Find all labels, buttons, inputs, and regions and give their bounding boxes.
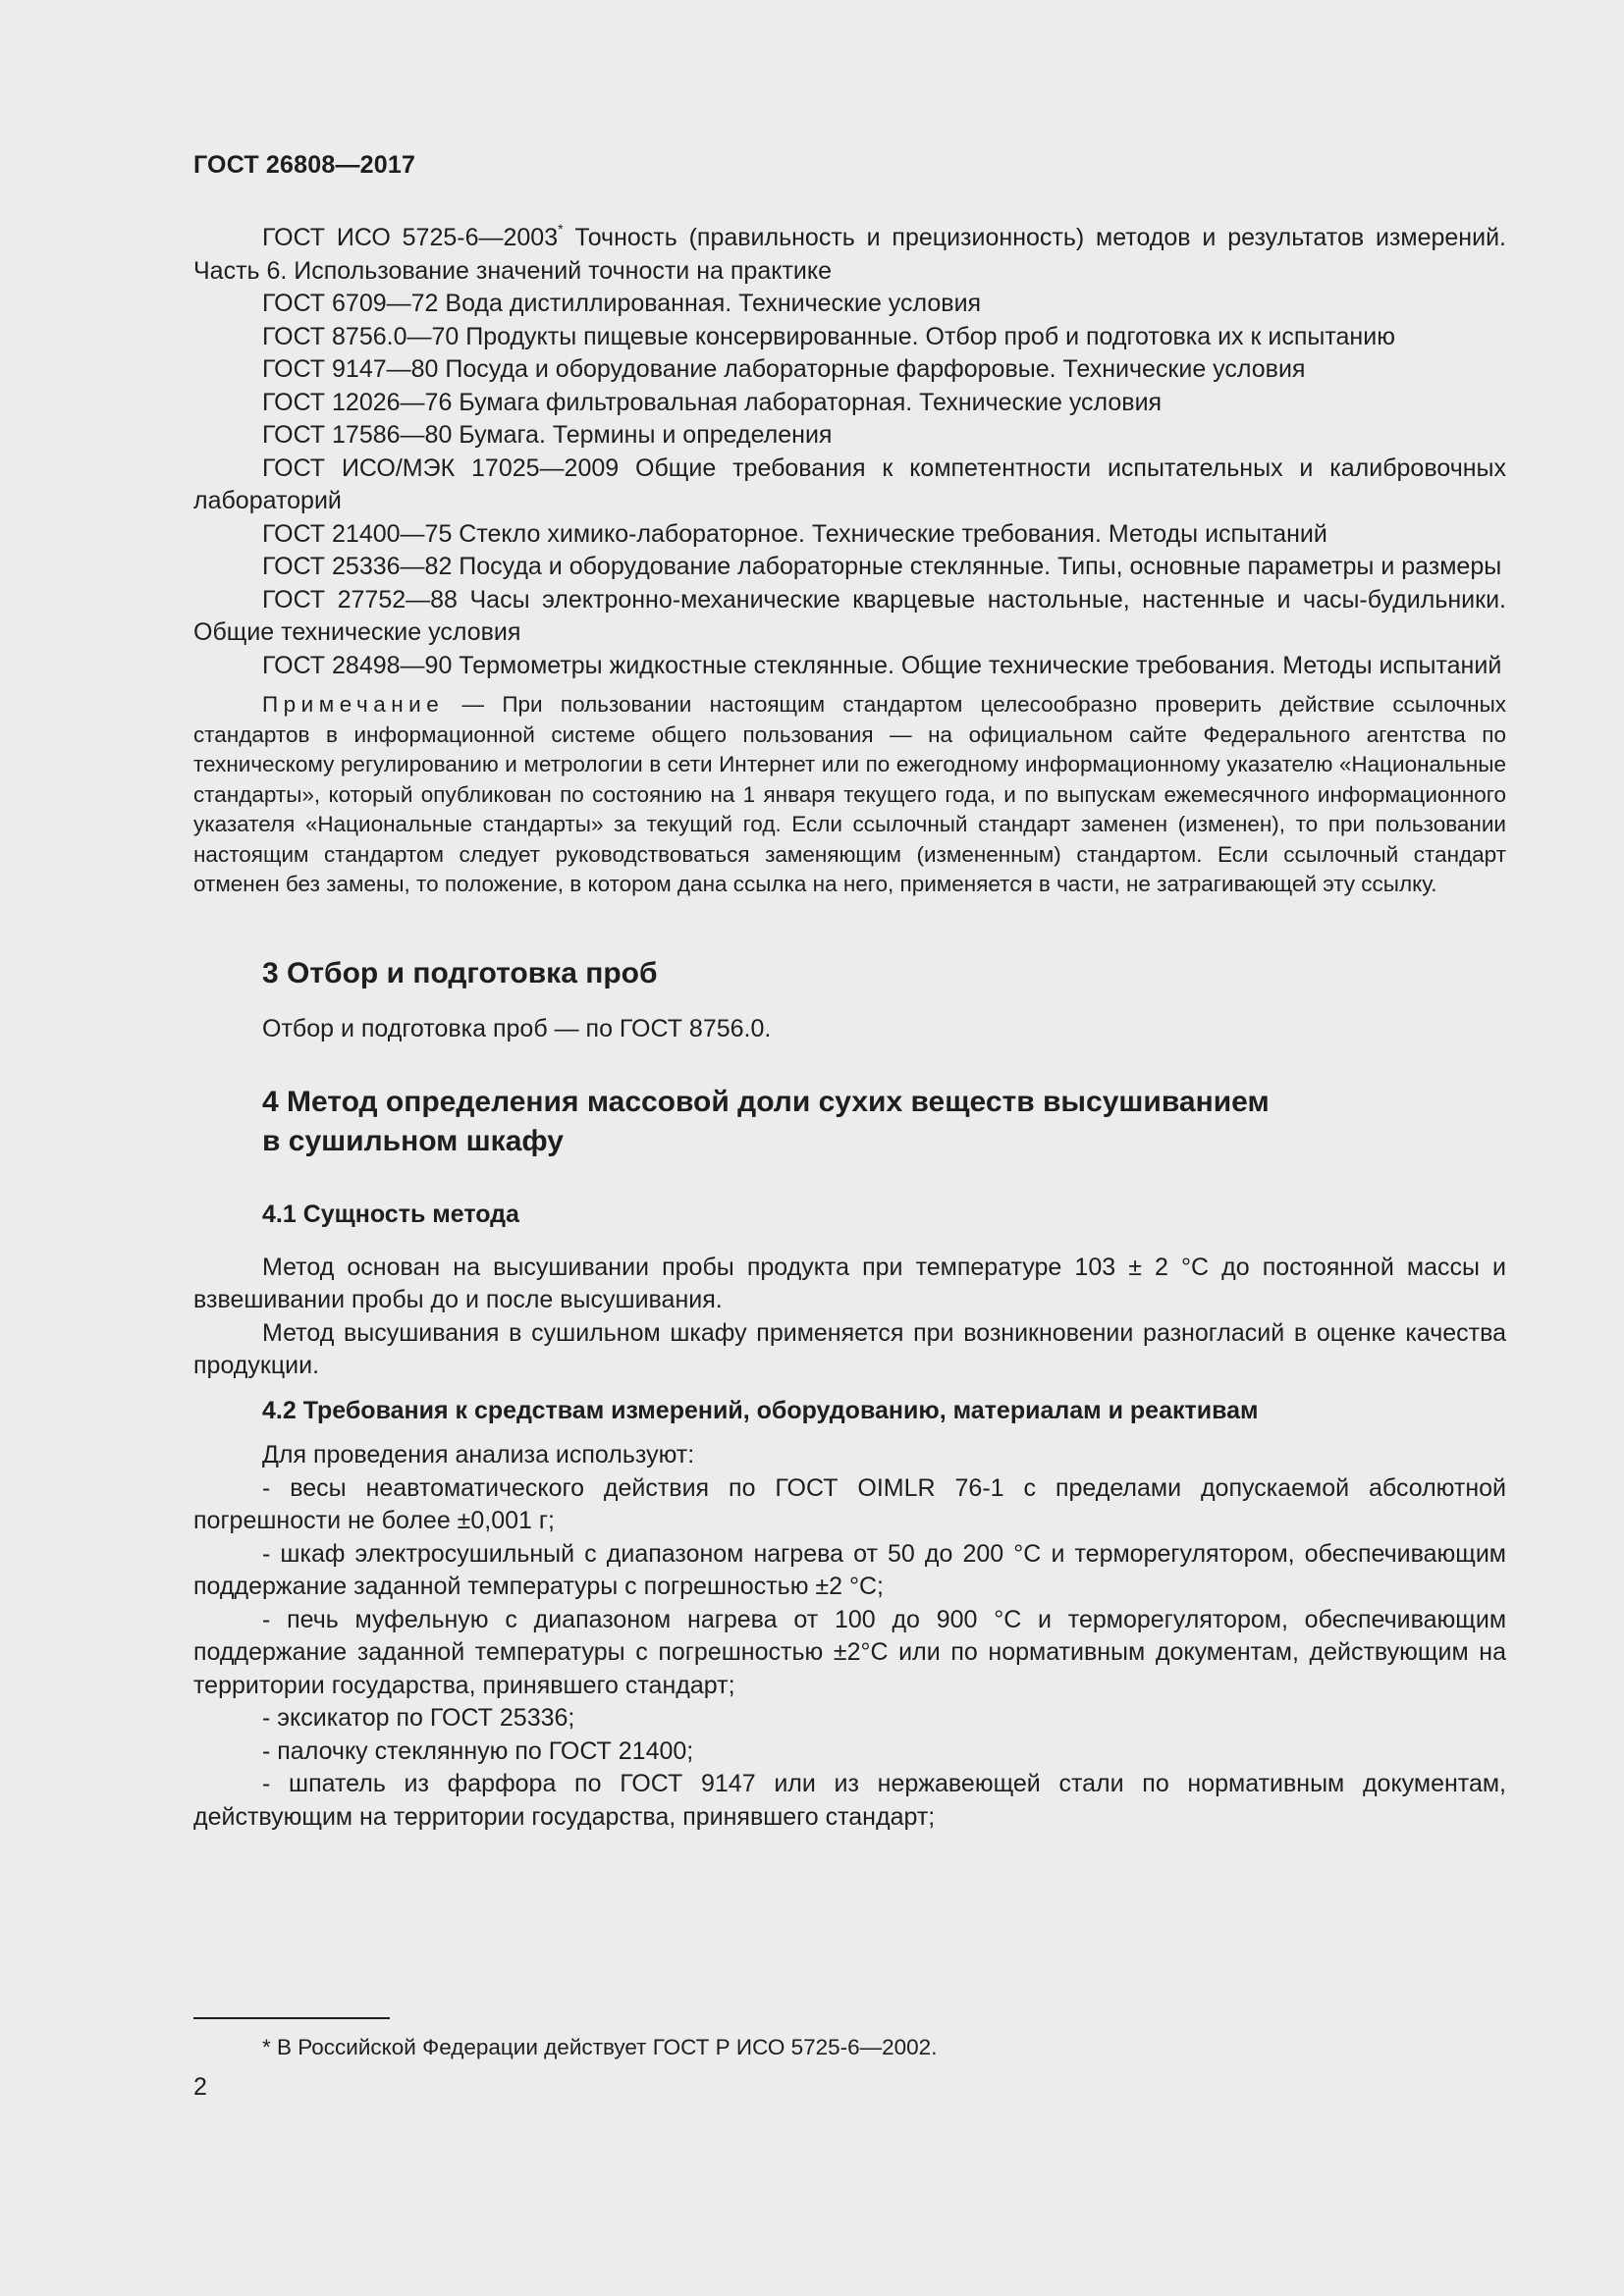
- reference-item: [193, 584, 1506, 650]
- reference-title: Бумага. Термины и определения: [452, 421, 833, 449]
- list-item: - шкаф электросушильный с диапазоном нагрева от 50 до 200 °С и терморегулятором, обеспечивающим поддержание заданной температуры с погрешностью ±2 °С;: [193, 1539, 1506, 1600]
- reference-code: ГОСТ ИСО/МЭК 17025—2009: [262, 454, 620, 482]
- reference-title: Часы электронно-механические кварцевые настольные, настенные и часы-будильники. Общие технические условия: [193, 585, 1506, 646]
- list-item: - печь муфельную с диапазоном нагрева от 100 до 900 °С и терморегулятором, обеспечивающим поддержание заданной температуры с погрешностью ±2°С или по нормативным документам, действующим на территории государства, принявшего стандарт;: [193, 1605, 1506, 1699]
- reference-item: [193, 419, 1506, 453]
- list-item: - палочку стеклянную по ГОСТ 21400;: [262, 1736, 694, 1765]
- list-item: - эксикатор по ГОСТ 25336;: [262, 1704, 575, 1732]
- section-4-heading: [193, 1083, 1506, 1161]
- reference-code: ГОСТ 21400—75: [262, 519, 453, 548]
- note-label: Примечание: [262, 692, 445, 717]
- list-item: - шпатель из фарфора по ГОСТ 9147 или из нержавеющей стали по нормативным документам, действующим на территории государства, принявшего стандарт;: [193, 1770, 1506, 1831]
- reference-title: Термометры жидкостные стеклянные. Общие технические требования. Методы испытаний: [452, 651, 1502, 679]
- reference-title: Посуда и оборудование лабораторные стеклянные. Типы, основные параметры и размеры: [452, 553, 1502, 580]
- list-intro: Для проведения анализа используют:: [262, 1441, 695, 1468]
- reference-code: ГОСТ 28498—90: [262, 651, 453, 679]
- document-header: ГОСТ 26808—2017: [193, 151, 416, 179]
- reference-title: Продукты пищевые консервированные. Отбор проб и подготовка их к испытанию: [459, 322, 1395, 350]
- references-list: [193, 222, 1506, 682]
- list-item: - весы неавтоматического действия по ГОСТ OIMLR 76-1 с пределами допускаемой абсолютной погрешности не более ±0,001 г;: [193, 1473, 1506, 1534]
- reference-item: [193, 321, 1506, 354]
- section-3-body: Отбор и подготовка проб — по ГОСТ 8756.0.: [262, 1014, 772, 1042]
- reference-title: Точность (правильность и прецизионность) методов и результатов измерений. Часть 6. Использование значений точности на практике: [193, 224, 1506, 285]
- note-text: — При пользовании настоящим стандартом целесообразно проверить действие ссылочных стандартов в информационной системе общего пользования — на официальном сайте Федерального агентства по техническому регулированию и метрологии в сети Интернет или по ежегодному информационному указателю «Национальные стандарты», который опубликован по состоянию на 1 января текущего года, и по выпускам ежемесячного информационного указателя «Национальные стандарты» за текущий год. Если ссылочный стандарт заменен (изменен), то при пользовании настоящим стандартом следует руководствоваться заменяющим (измененным) стандартом. Если ссылочный стандарт отменен без замены, то положение, в котором дана ссылка на него, применяется в части, не затрагивающей эту ссылку.: [193, 692, 1506, 896]
- reference-code: ГОСТ 17586—80: [262, 421, 453, 449]
- reference-title: Общие требования к компетентности испытательных и калибровочных лабораторий: [193, 454, 1506, 514]
- footnote-divider: [193, 2017, 390, 2019]
- reference-code: ГОСТ 27752—88: [262, 585, 458, 614]
- reference-title: Вода дистиллированная. Технические условия: [438, 290, 982, 317]
- reference-item: [193, 453, 1506, 518]
- reference-code: ГОСТ 8756.0—70: [262, 322, 460, 350]
- section-3-heading: 3 Отбор и подготовка проб: [262, 956, 658, 989]
- reference-title: Бумага фильтровальная лабораторная. Технические условия: [452, 388, 1163, 416]
- reference-item: [193, 353, 1506, 387]
- reference-item: [193, 551, 1506, 584]
- subsection-4-1-heading: 4.1 Сущность метода: [262, 1201, 519, 1228]
- reference-code: ГОСТ 9147—80: [262, 355, 439, 383]
- reference-code: ГОСТ ИСО 5725-6—2003: [262, 224, 559, 251]
- reference-title: Посуда и оборудование лабораторные фарфоровые. Технические условия: [438, 355, 1306, 383]
- reference-item: [193, 387, 1506, 420]
- reference-item: [193, 518, 1506, 552]
- reference-item: [193, 650, 1506, 683]
- reference-item: [193, 222, 1506, 288]
- paragraph: Метод высушивания в сушильном шкафу применяется при возникновении разногласий в оценке качества продукции.: [193, 1318, 1506, 1379]
- reference-item: [193, 288, 1506, 321]
- footnote-mark: *: [558, 221, 564, 237]
- page-content: [193, 222, 1506, 1834]
- subsection-4-2-heading: 4.2 Требования к средствам измерений, оборудованию, материалам и реактивам: [262, 1396, 1259, 1424]
- note-block: [193, 690, 1506, 900]
- reference-code: ГОСТ 6709—72: [262, 290, 439, 317]
- section-4-heading-line-2: в сушильном шкафу: [262, 1125, 564, 1157]
- reference-title: Стекло химико-лабораторное. Технические требования. Методы испытаний: [452, 519, 1327, 548]
- page-number: 2: [193, 2073, 207, 2101]
- reference-code: ГОСТ 12026—76: [262, 388, 453, 416]
- paragraph: Метод основан на высушивании пробы продукта при температуре 103 ± 2 °С до постоянной массы и взвешивании пробы до и после высушивания.: [193, 1253, 1506, 1313]
- reference-code: ГОСТ 25336—82: [262, 553, 453, 580]
- footnote: * В Российской Федерации действует ГОСТ Р ИСО 5725-6—2002.: [262, 2035, 938, 2059]
- section-4-heading-line-1: 4 Метод определения массовой доли сухих веществ высушиванием: [262, 1086, 1270, 1118]
